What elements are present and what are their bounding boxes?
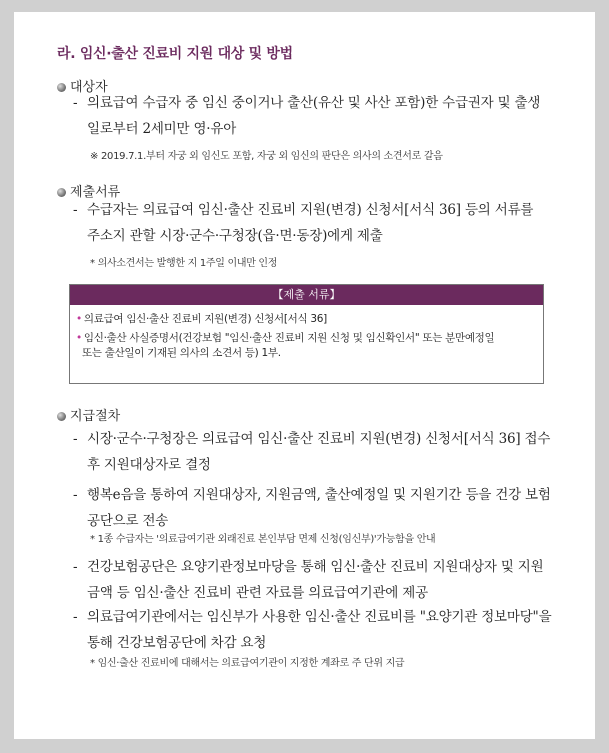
- circle-bullet-icon: [57, 412, 66, 421]
- documents-item-1: - 수급자는 의료급여 임신·출산 진료비 지원(변경) 신청서[서식 36] 등의 서류를 주소지 관할 시장·군수·구청장(읍·면·동장)에게 제출: [73, 202, 534, 244]
- target-note: ※ 2019.7.1.부터 자궁 외 임신도 포함, 자궁 외 임신의 판단은 의사의 소견서로 갈음: [90, 151, 443, 162]
- procedure-note-2: * 임신·출산 진료비에 대해서는 의료급여기관이 지정한 계좌로 주 단위 지급: [90, 658, 405, 669]
- documents-box-item-1: • 의료급여 임신·출산 진료비 지원(변경) 신청서[서식 36]: [76, 313, 327, 325]
- procedure-item-1: - 시장·군수·구청장은 의료급여 임신·출산 진료비 지원(변경) 신청서[서식 36] 접수 후 지원대상자로 결정: [73, 431, 551, 473]
- documents-note: * 의사소견서는 발행한 지 1주일 이내만 인정: [90, 258, 278, 269]
- procedure-section-title: 지급절차: [57, 405, 120, 424]
- procedure-note-1: * 1종 수급자는 '의료급여기관 외래진료 본인부담 면제 신청(임신부)'가능함을 안내: [90, 534, 436, 545]
- documents-box: [69, 284, 544, 384]
- section-heading: 라. 임신·출산 진료비 지원 대상 및 방법: [57, 46, 293, 62]
- target-item-1: - 의료급여 수급자 중 임신 중이거나 출산(유산 및 사산 포함)한 수급권자 및 출생 일로부터 2세미만 영·유아: [73, 95, 541, 137]
- procedure-item-4: - 의료급여기관에서는 임신부가 사용한 임신·출산 진료비를 "요양기관 정보마당"을 통해 건강보험공단에 차감 요청: [73, 609, 552, 651]
- documents-box-header: 【제출 서류】: [70, 285, 543, 305]
- procedure-item-3: - 건강보험공단은 요양기관정보마당을 통해 임신·출산 진료비 지원대상자 및 지원 금액 등 임신·출산 진료비 관련 자료를 의료급여기관에 제공: [73, 559, 544, 601]
- procedure-item-2: - 행복e음을 통하여 지원대상자, 지원금액, 출산예정일 및 지원기간 등을 건강 보험 공단으로 전송: [73, 487, 551, 529]
- circle-bullet-icon: [57, 188, 66, 197]
- target-section-title: 대상자: [57, 76, 108, 95]
- documents-section-title: 제출서류: [57, 181, 120, 200]
- document-page: [14, 12, 595, 739]
- documents-box-item-2: • 임신·출산 사실증명서(건강보험 "임신·출산 진료비 지원 신청 및 임신확인서" 또는 분만예정일 또는 출산일이 기재된 의사의 소견서 등) 1부.: [76, 332, 495, 359]
- circle-bullet-icon: [57, 83, 66, 92]
